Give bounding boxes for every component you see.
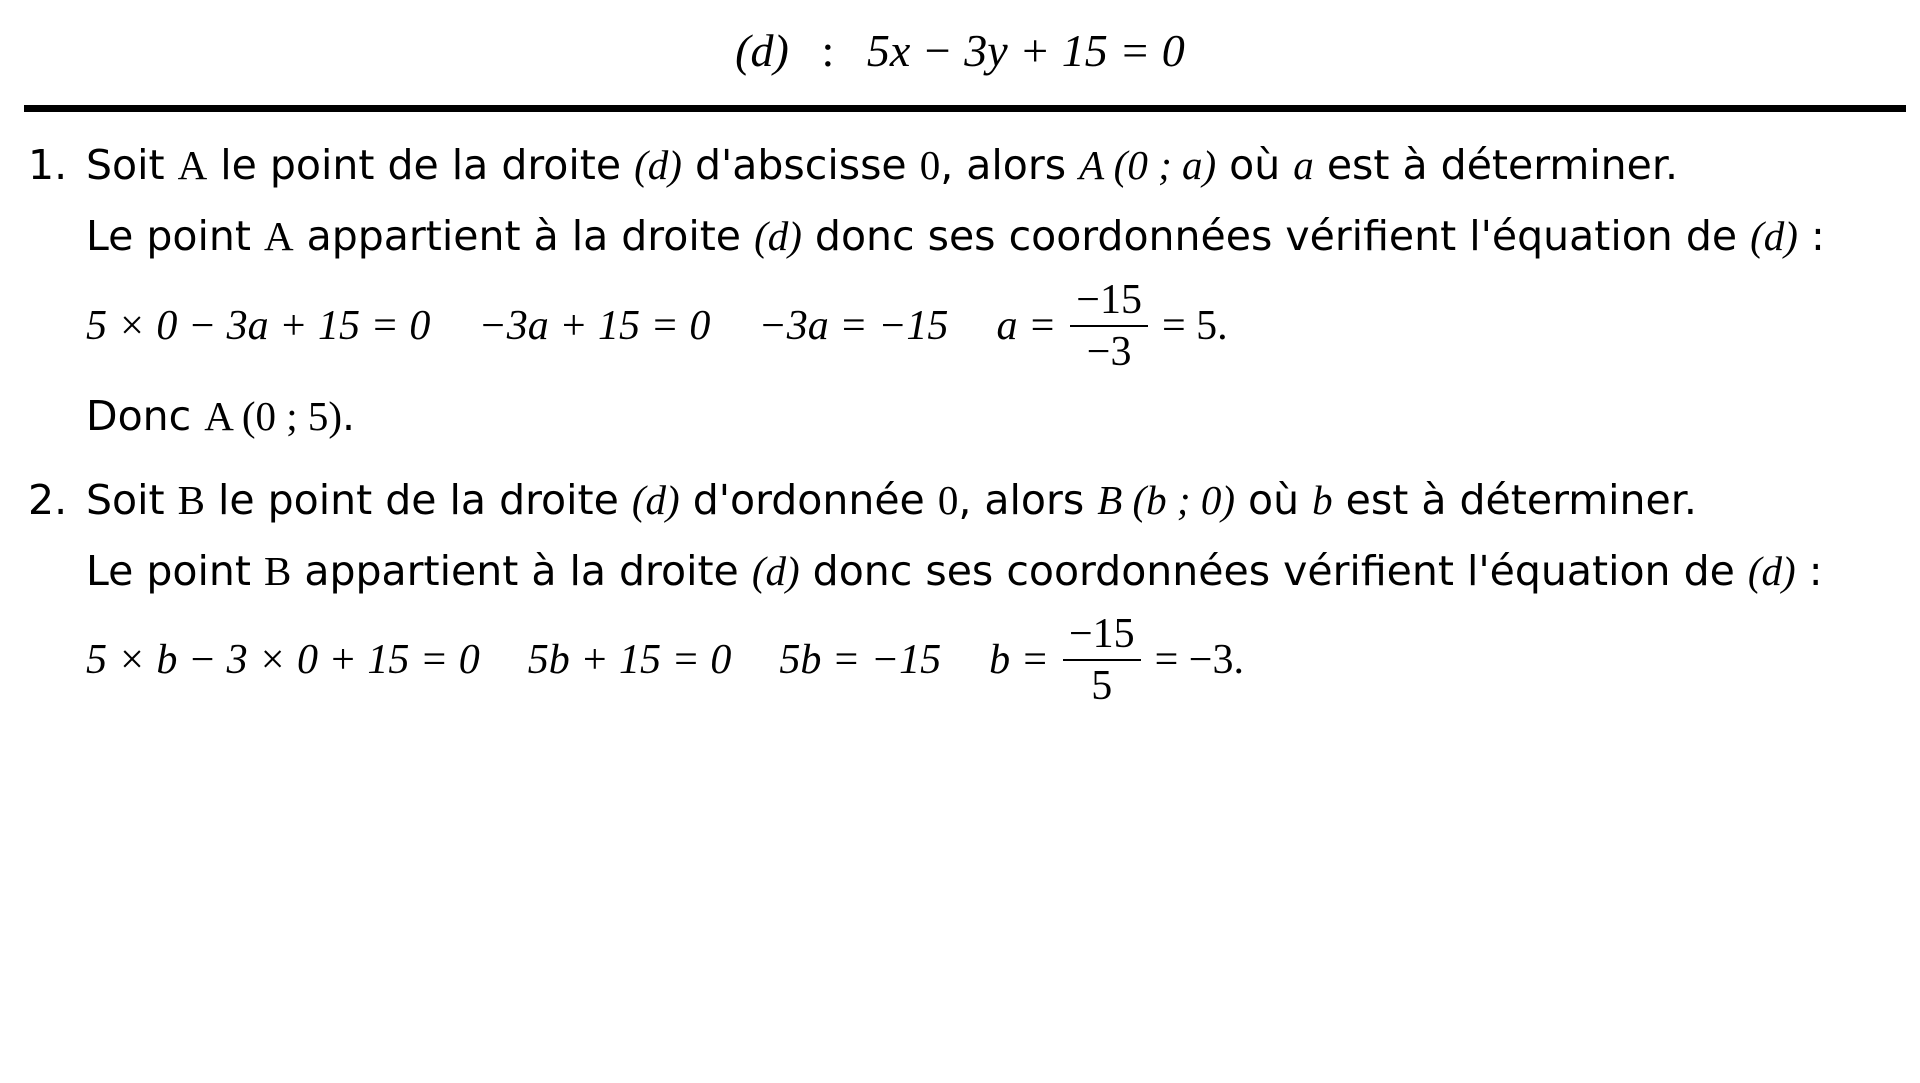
line-name: (d) [634, 142, 682, 188]
fraction-numerator: −15 [1068, 611, 1135, 657]
calc-step: 5 × 0 − 3a + 15 = 0 [86, 303, 431, 349]
equation-colon: : [821, 25, 835, 76]
value: 0 [937, 477, 959, 523]
item-1-belongs [86, 211, 1825, 261]
calc-step: 5b + 15 = 0 [527, 637, 732, 683]
item-1-number: 1. [28, 141, 68, 189]
text: donc ses coordonnées vérifient l'équation de [799, 547, 1748, 595]
point-label: B [177, 477, 205, 523]
text: d'abscisse [681, 141, 920, 189]
fraction-denominator: −3 [1086, 329, 1132, 375]
calc-step: −3a = −15 [758, 303, 949, 349]
variable: b [1312, 477, 1333, 523]
text: Donc [86, 392, 205, 440]
text: d'ordonnée [679, 476, 938, 524]
calc-step: 5b = −15 [779, 637, 942, 683]
item-2-belongs [86, 546, 1823, 596]
solve-lhs: b = [989, 637, 1049, 683]
text: le point de la droite [207, 141, 635, 189]
line-name: (d) [631, 477, 680, 523]
variable: a [1293, 142, 1314, 188]
line-equation: 5x − 3y + 15 = 0 [866, 25, 1185, 76]
item-1-conclusion [86, 391, 355, 441]
line-name: (d) [1747, 548, 1796, 594]
fraction-numerator: −15 [1076, 277, 1142, 323]
point-label: B [263, 548, 292, 594]
fraction-denominator: 5 [1091, 663, 1113, 709]
text: où [1216, 141, 1294, 189]
text: donc ses coordonnées vérifient l'équation de [801, 212, 1751, 260]
text: : [1795, 547, 1823, 595]
line-name: (d) [735, 25, 789, 76]
fraction [1063, 609, 1141, 711]
fraction [1070, 275, 1148, 377]
point-coordinates: A (0 ; a) [1079, 142, 1217, 188]
text: : [1797, 212, 1825, 260]
text: Le point [86, 212, 264, 260]
header-equation [0, 22, 1920, 79]
value: 0 [919, 142, 941, 188]
item-2-number: 2. [28, 476, 68, 524]
solve-lhs: a = [996, 303, 1057, 349]
text: appartient à la droite [293, 212, 755, 260]
text: le point de la droite [204, 476, 632, 524]
text: est à déterminer. [1313, 141, 1679, 189]
item-1-intro [28, 140, 1678, 190]
text: appartient à la droite [291, 547, 752, 595]
item-2-calculation [86, 600, 1244, 720]
point-coordinates: B (b ; 0) [1097, 477, 1235, 523]
text: Soit [86, 476, 178, 524]
header-divider [24, 105, 1906, 112]
point-label: A [177, 142, 208, 188]
calc-step: −3a + 15 = 0 [478, 303, 711, 349]
line-name: (d) [754, 213, 802, 259]
line-name: (d) [1750, 213, 1798, 259]
calc-step: 5 × b − 3 × 0 + 15 = 0 [86, 637, 480, 683]
item-2-intro [28, 475, 1697, 525]
line-name: (d) [751, 548, 800, 594]
solve-result: = −3. [1154, 637, 1244, 683]
text: , alors [958, 476, 1098, 524]
solve-result: = 5. [1161, 303, 1228, 349]
text: , alors [940, 141, 1080, 189]
text: Le point [86, 547, 264, 595]
point-coordinates: A (0 ; 5) [204, 393, 343, 439]
text: . [342, 392, 356, 440]
item-1-calculation [86, 266, 1228, 386]
point-label: A [263, 213, 294, 259]
text: Soit [86, 141, 178, 189]
text: est à déterminer. [1332, 476, 1697, 524]
text: où [1235, 476, 1313, 524]
